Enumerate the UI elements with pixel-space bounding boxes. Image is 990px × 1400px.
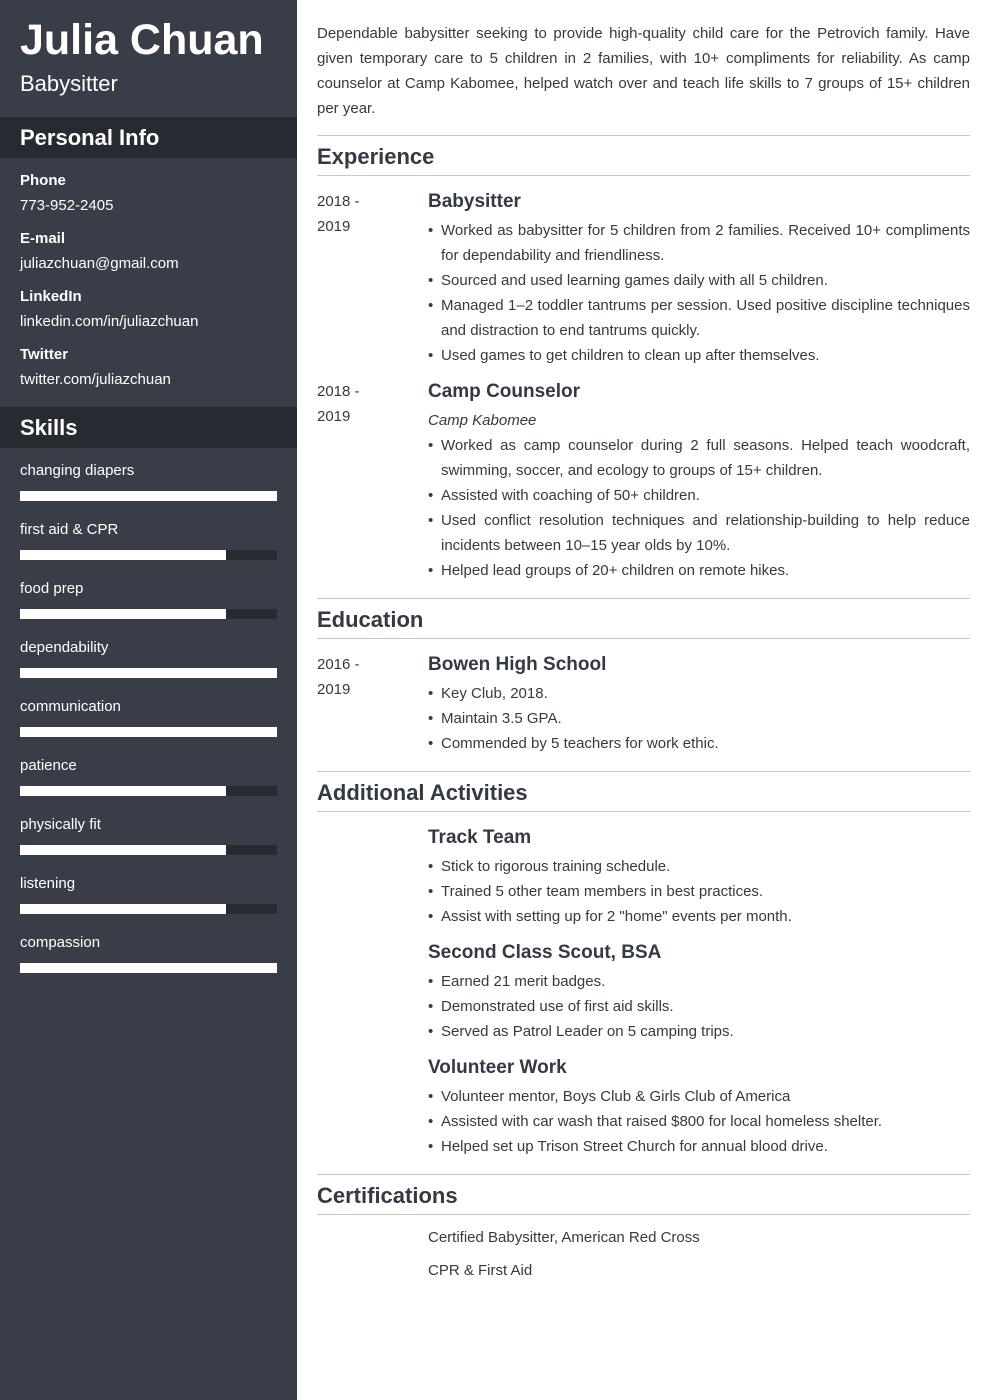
entry-bullets	[428, 218, 970, 368]
entry-bullets	[428, 681, 970, 756]
entry-bullets	[428, 1084, 970, 1159]
profile-summary: Dependable babysitter seeking to provide high-quality child care for the Petrovich family. Have given temporary care to 5 children in 2 families, with 10+ compliments for reliability. As camp counselor at Camp Kabomee, helped watch over and teach life skills to 7 groups of 15+ children per year.	[317, 25, 970, 117]
skill-level-fill	[20, 491, 277, 501]
skill-level-bar	[20, 491, 277, 501]
email-label: E-mail	[20, 230, 66, 247]
bullet-item: • Used conflict resolution techniques and relationship-building to help reduce incidents between 10–15 year olds by 10%.	[428, 508, 970, 558]
skill-level-bar	[20, 550, 277, 560]
bullet-item: • Worked as babysitter for 5 children from 2 families. Received 10+ compliments for dependability and friendliness.	[428, 218, 970, 268]
entry-title: Track Team	[428, 827, 532, 848]
entry-date	[317, 652, 397, 702]
entry-title: Bowen High School	[428, 654, 607, 675]
skill-level-fill	[20, 845, 226, 855]
skill-name: first aid & CPR	[20, 521, 119, 538]
email-value: juliazchuan@gmail.com	[20, 255, 179, 272]
bullet-item: • Worked as camp counselor during 2 full seasons. Helped teach woodcraft, swimming, soccer, and ecology to groups of 15+ children.	[428, 433, 970, 483]
skill-level-fill	[20, 786, 226, 796]
skill-level-fill	[20, 727, 277, 737]
skill-level-bar	[20, 845, 277, 855]
bullet-item: • Used games to get children to clean up after themselves.	[428, 343, 970, 368]
sidebar	[0, 0, 297, 1400]
date-end: 2019	[317, 408, 351, 425]
skill-level-bar	[20, 963, 277, 973]
entry-date	[317, 189, 397, 239]
bullet-item: • Served as Patrol Leader on 5 camping trips.	[428, 1019, 970, 1044]
skill-level-fill	[20, 668, 277, 678]
experience-heading: Experience	[317, 135, 970, 176]
certification-item: Certified Babysitter, American Red Cross	[428, 1229, 700, 1246]
skill-level-fill	[20, 550, 226, 560]
phone-value: 773-952-2405	[20, 197, 114, 214]
skill-level-fill	[20, 609, 226, 619]
certification-item: CPR & First Aid	[428, 1262, 533, 1279]
date-start: 2016 -	[317, 656, 360, 673]
skill-level-bar	[20, 786, 277, 796]
skill-name: listening	[20, 875, 76, 892]
bullet-item: • Assisted with car wash that raised $800 for local homeless shelter.	[428, 1109, 970, 1134]
date-end: 2019	[317, 218, 351, 235]
bullet-item: • Trained 5 other team members in best practices.	[428, 879, 970, 904]
entry-bullets	[428, 433, 970, 583]
entry-date	[317, 379, 397, 429]
bullet-item: • Demonstrated use of first aid skills.	[428, 994, 970, 1019]
skill-name: patience	[20, 757, 77, 774]
entry-title: Volunteer Work	[428, 1057, 567, 1078]
bullet-item: • Helped lead groups of 20+ children on remote hikes.	[428, 558, 970, 583]
twitter-value: twitter.com/juliazchuan	[20, 371, 171, 388]
bullet-item: • Managed 1–2 toddler tantrums per session. Used positive discipline techniques and distraction to end tantrums quickly.	[428, 293, 970, 343]
skill-name: communication	[20, 698, 121, 715]
date-start: 2018 -	[317, 383, 360, 400]
bullet-item: • Assisted with coaching of 50+ children.	[428, 483, 970, 508]
skill-name: compassion	[20, 934, 101, 951]
bullet-item: • Sourced and used learning games daily with all 5 children.	[428, 268, 970, 293]
certifications-heading: Certifications	[317, 1174, 970, 1215]
skill-level-bar	[20, 727, 277, 737]
activities-heading: Additional Activities	[317, 771, 970, 812]
bullet-item: • Key Club, 2018.	[428, 681, 970, 706]
entry-title: Camp Counselor	[428, 381, 581, 402]
phone-label: Phone	[20, 172, 66, 189]
entry-title: Second Class Scout, BSA	[428, 942, 662, 963]
education-heading: Education	[317, 598, 970, 639]
linkedin-label: LinkedIn	[20, 288, 82, 305]
twitter-label: Twitter	[20, 346, 69, 363]
entry-organization: Camp Kabomee	[428, 412, 537, 429]
skill-level-bar	[20, 609, 277, 619]
bullet-item: • Helped set up Trison Street Church for annual blood drive.	[428, 1134, 970, 1159]
skill-name: food prep	[20, 580, 84, 597]
date-start: 2018 -	[317, 193, 360, 210]
personal-info-heading: Personal Info	[0, 117, 297, 158]
entry-title: Babysitter	[428, 191, 521, 212]
skills-heading: Skills	[0, 407, 297, 448]
bullet-item: • Commended by 5 teachers for work ethic.	[428, 731, 970, 756]
candidate-name: Julia Chuan	[20, 16, 264, 64]
skill-level-fill	[20, 963, 277, 973]
skill-level-bar	[20, 668, 277, 678]
candidate-job-title: Babysitter	[20, 71, 118, 96]
entry-bullets	[428, 969, 970, 1044]
skill-name: physically fit	[20, 816, 101, 833]
bullet-item: • Stick to rigorous training schedule.	[428, 854, 970, 879]
bullet-item: • Maintain 3.5 GPA.	[428, 706, 970, 731]
skill-name: dependability	[20, 639, 109, 656]
date-end: 2019	[317, 681, 351, 698]
bullet-item: • Assist with setting up for 2 "home" events per month.	[428, 904, 970, 929]
skill-name: changing diapers	[20, 462, 135, 479]
bullet-item: • Earned 21 merit badges.	[428, 969, 970, 994]
bullet-item: • Volunteer mentor, Boys Club & Girls Club of America	[428, 1084, 970, 1109]
entry-bullets	[428, 854, 970, 929]
skill-level-bar	[20, 904, 277, 914]
linkedin-value: linkedin.com/in/juliazchuan	[20, 313, 199, 330]
skill-level-fill	[20, 904, 226, 914]
